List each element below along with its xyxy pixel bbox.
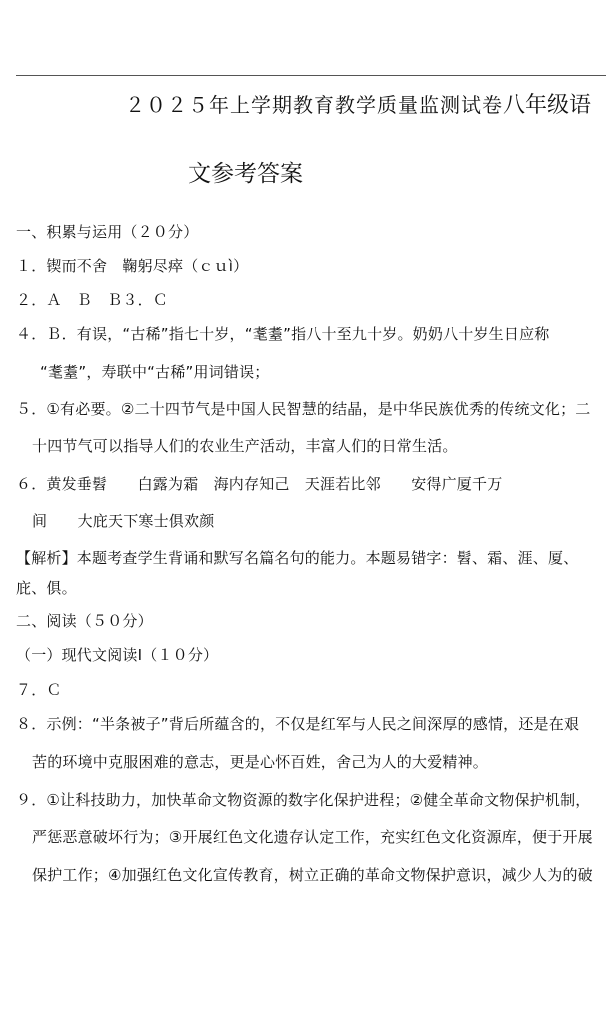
answer-line: １．锲而不舍 鞠躬尽瘁（ｃｕì）	[16, 257, 249, 275]
answer-line: ６．黄发垂髫 白露为霜 海内存知己 天涯若比邻 安得广厦千万	[16, 475, 503, 493]
answer-line: ２．Ａ Ｂ Ｂ３．Ｃ	[16, 291, 169, 309]
answer-line: 严惩恶意破坏行为；③开展红色文化遗存认定工作，充实红色文化资源库，便于开展	[32, 828, 593, 846]
section-heading: 一、积累与运用（２０分）	[16, 223, 199, 241]
answer-line: “耄耋”，寿联中“古稀”用词错误；	[40, 363, 270, 381]
title-emphasis: 八年级语	[503, 93, 592, 118]
answer-line: ５．①有必要。②二十四节气是中国人民智慧的结晶，是中华民族优秀的传统文化；二	[16, 400, 591, 418]
answer-line: ９．①让科技助力，加快革命文物资源的数字化保护进程；②健全革命文物保护机制，	[16, 791, 591, 809]
document-title-line-2: 文参考答案	[188, 161, 303, 187]
title-text: ２０２５年上学期教育教学质量监测试卷	[125, 93, 503, 117]
subsection-heading: （一）现代文阅读Ⅰ（１０分）	[16, 646, 219, 664]
answer-line: 间 大庇天下寒士俱欢颜	[32, 512, 215, 530]
answer-line: ８．示例：“半条被子”背后所蕴含的，不仅是红军与人民之间深厚的感情，还是在艰	[16, 715, 580, 733]
answer-line: ４．Ｂ．有误，“古稀”指七十岁，“耄耋”指八十至九十岁。奶奶八十岁生日应称	[16, 325, 550, 343]
header-rule	[16, 75, 606, 76]
analysis-note: 【解析】本题考查学生背诵和默写名篇名句的能力。本题易错字：髫、霜、涯、厦、	[16, 549, 579, 567]
answer-line: 十四节气可以指导人们的农业生产活动，丰富人们的日常生活。	[32, 437, 458, 455]
answer-line: 保护工作；④加强红色文化宣传教育，树立正确的革命文物保护意识，减少人为的破	[32, 866, 593, 884]
section-heading: 二、阅读（５０分）	[16, 612, 153, 630]
answer-line: ７．Ｃ	[16, 681, 62, 699]
document-title-line-1	[125, 88, 591, 119]
answer-line: 苦的环境中克服困难的意志，更是心怀百姓，舍己为人的大爱精神。	[32, 753, 489, 771]
analysis-note: 庇、俱。	[16, 579, 77, 597]
